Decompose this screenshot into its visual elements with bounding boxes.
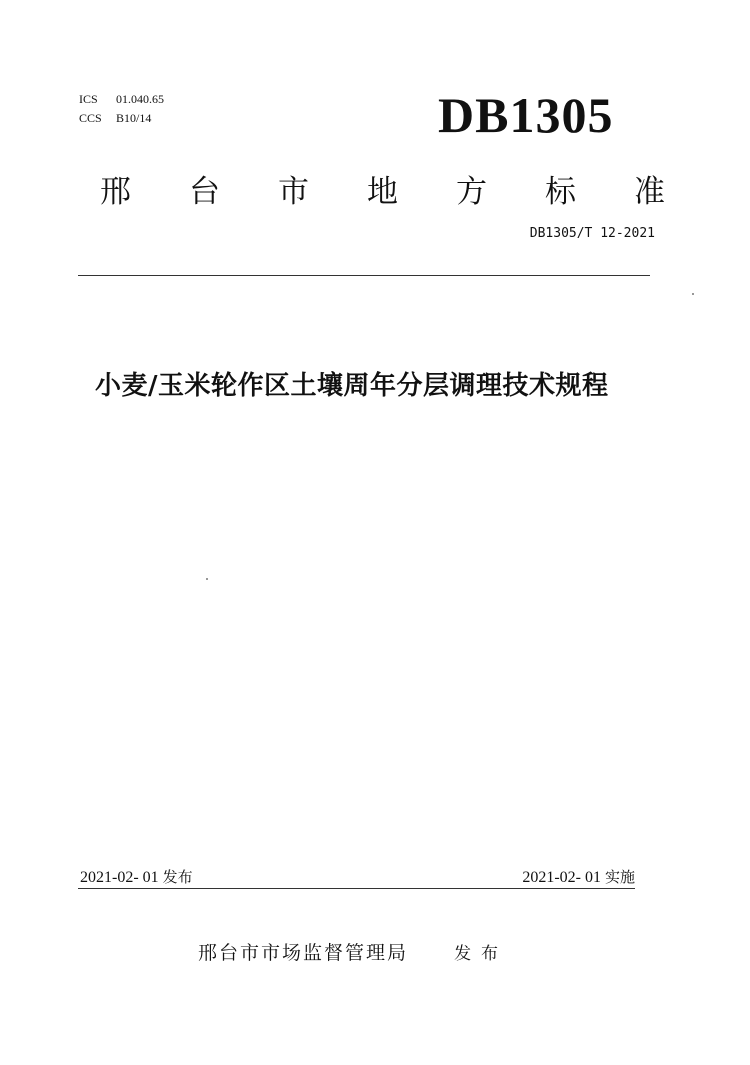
release-info: [80, 866, 193, 887]
standard-brand-code: DB1305: [438, 87, 614, 143]
ics-value: 01.040.65: [116, 92, 164, 106]
effective-info: [522, 866, 635, 887]
ccs-row: [79, 109, 164, 128]
scan-speck: [692, 293, 694, 295]
category-char: 邢: [100, 174, 131, 210]
ics-row: [79, 90, 164, 109]
category-char: 方: [456, 174, 487, 210]
effective-label: 实施: [604, 868, 635, 886]
category-char: 市: [278, 174, 309, 210]
release-label: 发布: [162, 868, 193, 886]
effective-date: 2021-02- 01: [522, 869, 601, 886]
publish-word: 发布: [454, 944, 509, 964]
publisher-name: 邢台市市场监督管理局: [198, 942, 409, 964]
category-char: 准: [634, 174, 665, 210]
standard-category-title: [100, 172, 665, 212]
ics-label: ICS: [79, 92, 98, 106]
ccs-label: CCS: [79, 111, 102, 125]
category-char: 台: [189, 174, 220, 210]
header-divider: [78, 275, 650, 276]
category-char: 地: [367, 174, 398, 210]
document-title: 小麦/玉米轮作区土壤周年分层调理技术规程: [95, 371, 609, 401]
classification-codes: [79, 90, 164, 128]
category-char: 标: [545, 174, 576, 210]
standard-number: DB1305/T 12-2021: [529, 226, 655, 241]
publisher-line: [198, 938, 508, 965]
date-line: [78, 866, 635, 889]
scan-speck: [206, 578, 208, 580]
ccs-value: B10/14: [116, 111, 152, 125]
release-date: 2021-02- 01: [80, 869, 159, 886]
